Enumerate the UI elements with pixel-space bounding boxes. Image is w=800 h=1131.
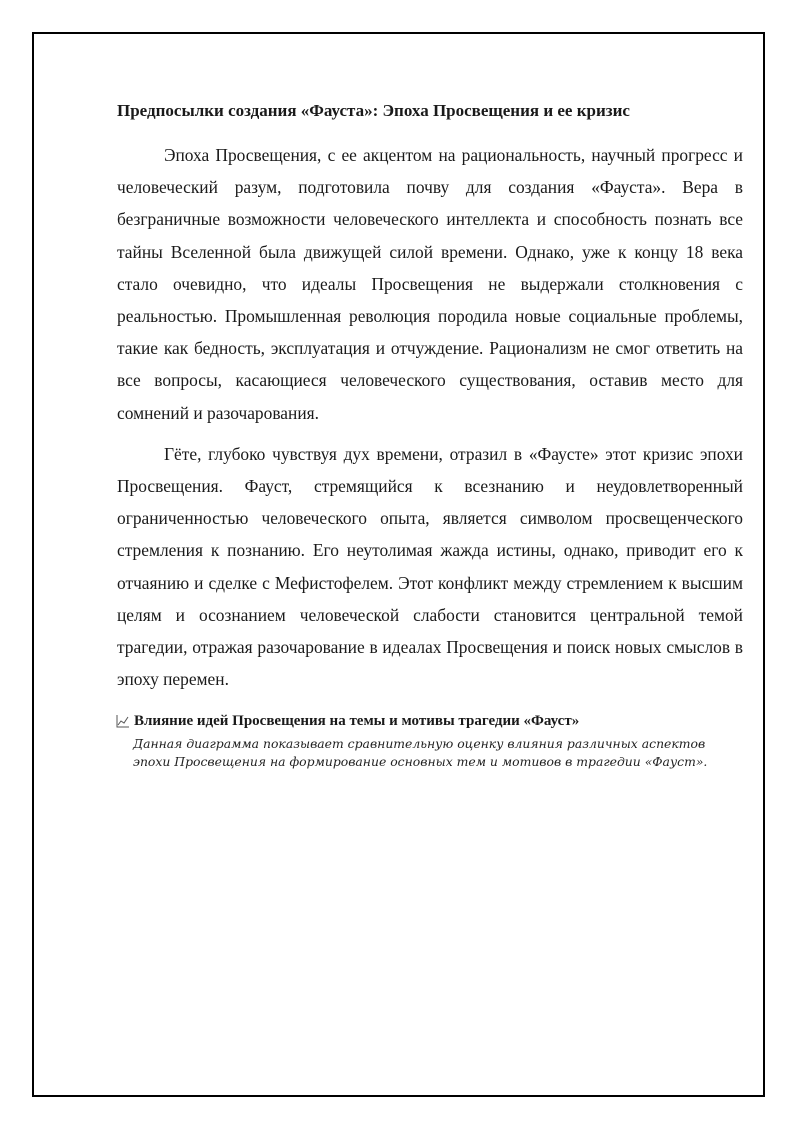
figure-title (117, 711, 743, 731)
paragraph-2: Гёте, глубоко чувствуя дух времени, отразил в «Фаусте» этот кризис эпохи Просвещения. Фауст, стремящийся к всезнанию и неудовлетворенный ограниченностью человеческого опыта, является символом просвещенческого стремления к познанию. Его неутолимая жажда истины, однако, приводит его к отчаянию и сделке с Мефистофелем. Этот конфликт между стремлением к высшим целям и осознанием человеческой слабости становится центральной темой трагедии, отражая разочарование в идеалах Просвещения и поиск новых смыслов в эпоху перемен. (117, 443, 743, 690)
section-heading: Предпосылки создания «Фауста»: Эпоха Просвещения и ее кризис (117, 101, 630, 120)
chart-line-icon (116, 714, 130, 728)
document-body (117, 99, 743, 771)
paragraph-1: Эпоха Просвещения, с ее акцентом на рациональность, научный прогресс и человеческий разум, подготовила почву для создания «Фауста». Вера в безграничные возможности человеческого интеллекта и способность познать все тайны Вселенной была движущей силой времени. Однако, уже к концу 18 века стало очевидно, что идеалы Просвещения не выдержали столкновения с реальностью. Промышленная революция породила новые социальные проблемы, такие как бедность, эксплуатация и отчуждение. Рационализм не смог ответить на все вопросы, касающиеся человеческого существования, оставив место для сомнений и разочарования. (117, 145, 743, 423)
figure-caption: Данная диаграмма показывает сравнительную оценку влияния различных аспектов эпохи Просвещения на формирование основных тем и мотивов в трагедии «Фауст». (133, 736, 708, 770)
figure-title-text: Влияние идей Просвещения на темы и мотивы трагедии «Фауст» (134, 713, 580, 730)
